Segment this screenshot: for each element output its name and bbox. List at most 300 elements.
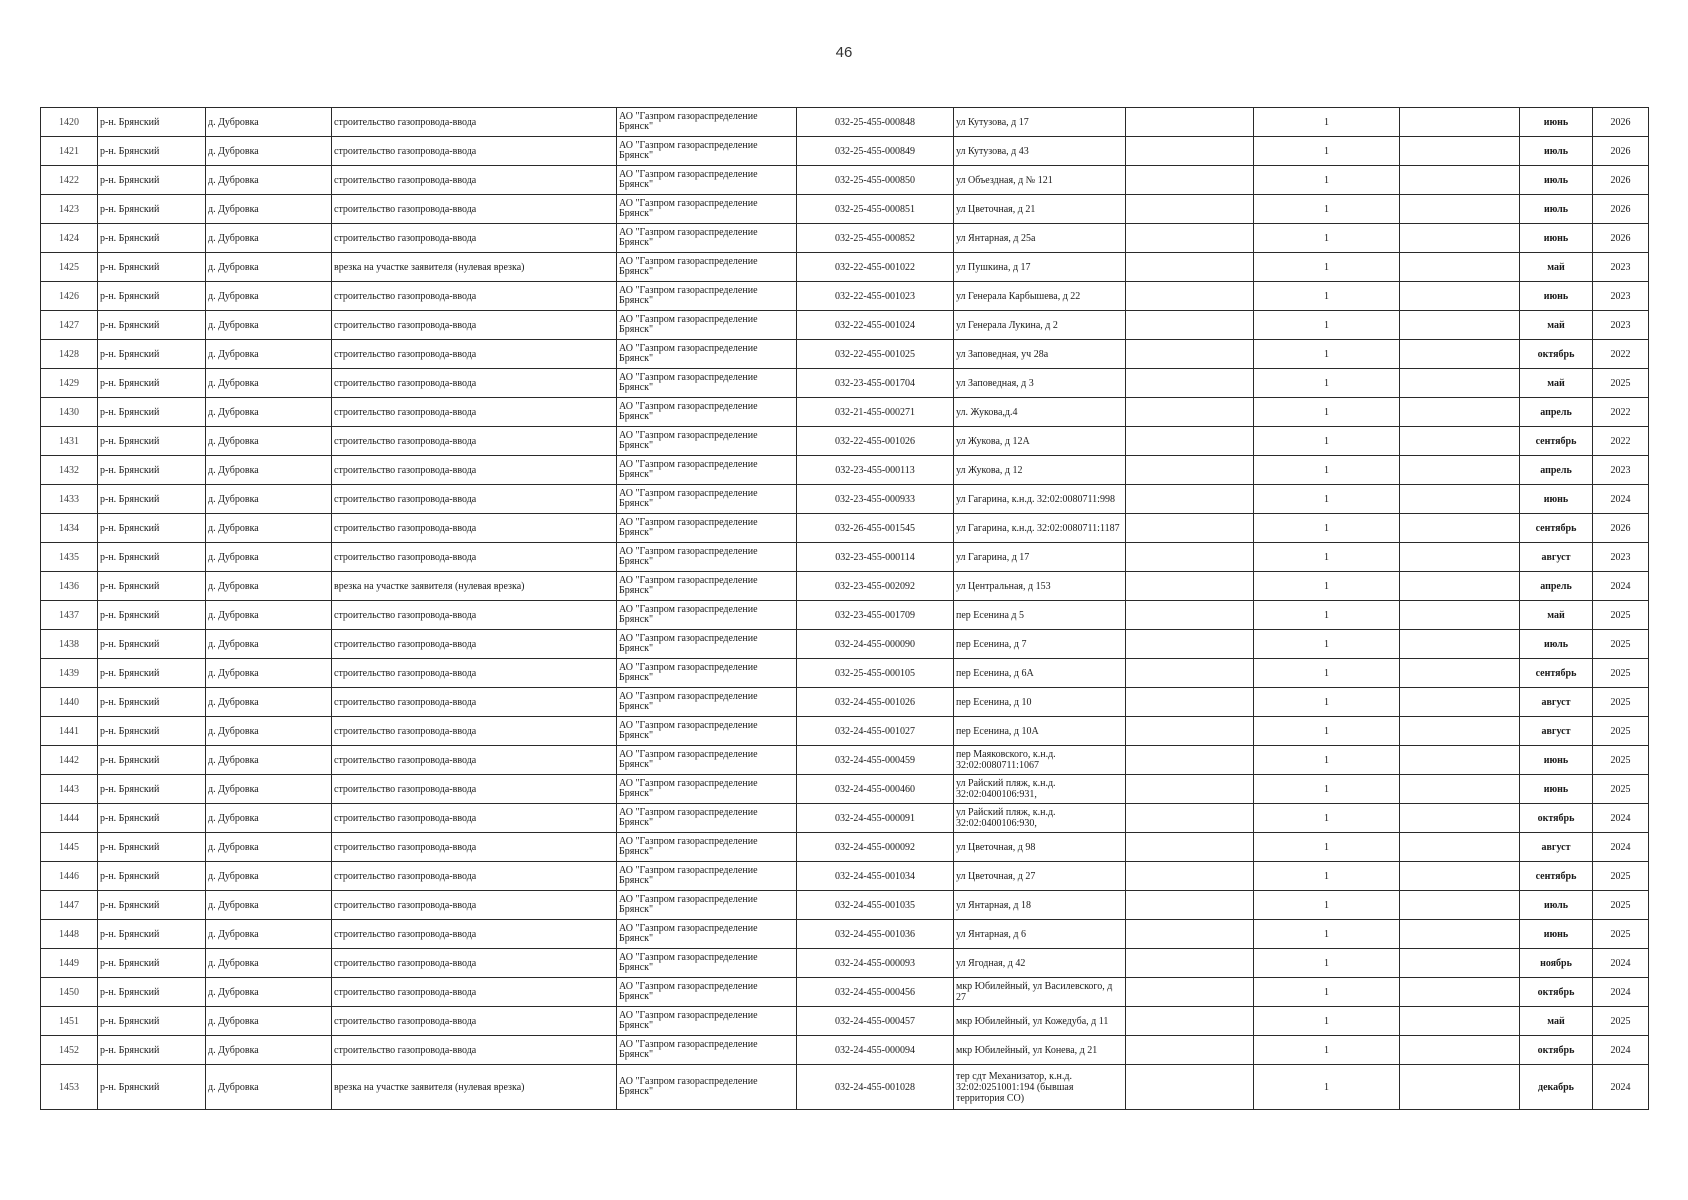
district-cell: р-н. Брянский [98,833,206,862]
application-number-cell: 032-25-455-000848 [797,108,954,137]
organization-cell: АО "Газпром газораспределение Брянск" [617,224,797,253]
table-row [41,746,1649,775]
year-cell: 2026 [1593,195,1649,224]
address-cell: ул Заповедная, уч 28а [954,340,1126,369]
row-number-cell: 1422 [41,166,98,195]
organization-cell: АО "Газпром газораспределение Брянск" [617,746,797,775]
row-number-cell: 1433 [41,485,98,514]
row-number-cell: 1442 [41,746,98,775]
empty-col-b-cell [1400,775,1520,804]
empty-col-a-cell [1126,862,1254,891]
district-cell: р-н. Брянский [98,195,206,224]
work-type-cell: строительство газопровода-ввода [332,775,617,804]
table-row [41,630,1649,659]
row-number-cell: 1443 [41,775,98,804]
organization-cell: АО "Газпром газораспределение Брянск" [617,804,797,833]
locality-cell: д. Дубровка [206,195,332,224]
locality-cell: д. Дубровка [206,427,332,456]
locality-cell: д. Дубровка [206,659,332,688]
empty-col-a-cell [1126,601,1254,630]
address-cell: ул Жукова, д 12А [954,427,1126,456]
organization-cell: АО "Газпром газораспределение Брянск" [617,514,797,543]
work-type-cell: врезка на участке заявителя (нулевая врезка) [332,572,617,601]
address-cell: ул Генерала Карбышева, д 22 [954,282,1126,311]
district-cell: р-н. Брянский [98,891,206,920]
quantity-cell: 1 [1254,1007,1400,1036]
row-number-cell: 1444 [41,804,98,833]
row-number-cell: 1445 [41,833,98,862]
locality-cell: д. Дубровка [206,572,332,601]
locality-cell: д. Дубровка [206,833,332,862]
empty-col-a-cell [1126,630,1254,659]
row-number-cell: 1436 [41,572,98,601]
organization-cell: АО "Газпром газораспределение Брянск" [617,253,797,282]
empty-col-a-cell [1126,369,1254,398]
organization-cell: АО "Газпром газораспределение Брянск" [617,282,797,311]
application-number-cell: 032-23-455-000933 [797,485,954,514]
table-row [41,514,1649,543]
month-cell: апрель [1520,456,1593,485]
empty-col-b-cell [1400,282,1520,311]
locality-cell: д. Дубровка [206,717,332,746]
organization-cell: АО "Газпром газораспределение Брянск" [617,166,797,195]
table-row [41,862,1649,891]
year-cell: 2023 [1593,253,1649,282]
year-cell: 2025 [1593,891,1649,920]
application-number-cell: 032-23-455-001709 [797,601,954,630]
empty-col-b-cell [1400,253,1520,282]
year-cell: 2025 [1593,862,1649,891]
application-number-cell: 032-24-455-000460 [797,775,954,804]
application-number-cell: 032-24-455-001034 [797,862,954,891]
organization-cell: АО "Газпром газораспределение Брянск" [617,630,797,659]
row-number-cell: 1435 [41,543,98,572]
table-row [41,1036,1649,1065]
locality-cell: д. Дубровка [206,369,332,398]
year-cell: 2024 [1593,485,1649,514]
address-cell: ул Объездная, д № 121 [954,166,1126,195]
organization-cell: АО "Газпром газораспределение Брянск" [617,572,797,601]
month-cell: август [1520,688,1593,717]
address-cell: ул Пушкина, д 17 [954,253,1126,282]
year-cell: 2023 [1593,311,1649,340]
table-row [41,949,1649,978]
empty-col-a-cell [1126,920,1254,949]
month-cell: октябрь [1520,804,1593,833]
table-row [41,398,1649,427]
table-row [41,311,1649,340]
work-type-cell: строительство газопровода-ввода [332,804,617,833]
month-cell: июнь [1520,485,1593,514]
table-row [41,485,1649,514]
empty-col-b-cell [1400,746,1520,775]
year-cell: 2023 [1593,456,1649,485]
table-row [41,1007,1649,1036]
empty-col-b-cell [1400,601,1520,630]
month-cell: май [1520,1007,1593,1036]
district-cell: р-н. Брянский [98,137,206,166]
district-cell: р-н. Брянский [98,253,206,282]
empty-col-b-cell [1400,920,1520,949]
district-cell: р-н. Брянский [98,1007,206,1036]
district-cell: р-н. Брянский [98,340,206,369]
empty-col-b-cell [1400,978,1520,1007]
work-type-cell: строительство газопровода-ввода [332,485,617,514]
row-number-cell: 1428 [41,340,98,369]
organization-cell: АО "Газпром газораспределение Брянск" [617,717,797,746]
locality-cell: д. Дубровка [206,949,332,978]
work-type-cell: строительство газопровода-ввода [332,282,617,311]
work-type-cell: строительство газопровода-ввода [332,1007,617,1036]
district-cell: р-н. Брянский [98,746,206,775]
locality-cell: д. Дубровка [206,688,332,717]
empty-col-b-cell [1400,1065,1520,1110]
application-number-cell: 032-22-455-001022 [797,253,954,282]
quantity-cell: 1 [1254,1036,1400,1065]
address-cell: мкр Юбилейный, ул Конева, д 21 [954,1036,1126,1065]
work-type-cell: строительство газопровода-ввода [332,195,617,224]
month-cell: июнь [1520,920,1593,949]
work-type-cell: строительство газопровода-ввода [332,543,617,572]
quantity-cell: 1 [1254,514,1400,543]
quantity-cell: 1 [1254,659,1400,688]
empty-col-a-cell [1126,253,1254,282]
row-number-cell: 1432 [41,456,98,485]
table-row [41,166,1649,195]
organization-cell: АО "Газпром газораспределение Брянск" [617,108,797,137]
row-number-cell: 1434 [41,514,98,543]
address-cell: ул Гагарина, к.н.д. 32:02:0080711:1187 [954,514,1126,543]
address-cell: пер Есенина, д 6А [954,659,1126,688]
quantity-cell: 1 [1254,224,1400,253]
year-cell: 2024 [1593,572,1649,601]
year-cell: 2025 [1593,920,1649,949]
row-number-cell: 1440 [41,688,98,717]
address-cell: пер Есенина, д 10 [954,688,1126,717]
month-cell: сентябрь [1520,427,1593,456]
address-cell: мкр Юбилейный, ул Василевского, д 27 [954,978,1126,1007]
page-number: 46 [835,44,853,61]
year-cell: 2025 [1593,601,1649,630]
month-cell: май [1520,311,1593,340]
organization-cell: АО "Газпром газораспределение Брянск" [617,543,797,572]
organization-cell: АО "Газпром газораспределение Брянск" [617,920,797,949]
month-cell: апрель [1520,572,1593,601]
address-cell: ул Кутузова, д 43 [954,137,1126,166]
empty-col-a-cell [1126,224,1254,253]
organization-cell: АО "Газпром газораспределение Брянск" [617,485,797,514]
empty-col-a-cell [1126,978,1254,1007]
empty-col-a-cell [1126,340,1254,369]
district-cell: р-н. Брянский [98,717,206,746]
month-cell: июнь [1520,282,1593,311]
quantity-cell: 1 [1254,804,1400,833]
locality-cell: д. Дубровка [206,398,332,427]
application-number-cell: 032-24-455-000457 [797,1007,954,1036]
locality-cell: д. Дубровка [206,804,332,833]
locality-cell: д. Дубровка [206,514,332,543]
application-number-cell: 032-23-455-000114 [797,543,954,572]
row-number-cell: 1452 [41,1036,98,1065]
month-cell: июль [1520,166,1593,195]
row-number-cell: 1430 [41,398,98,427]
district-cell: р-н. Брянский [98,543,206,572]
empty-col-a-cell [1126,1065,1254,1110]
empty-col-a-cell [1126,833,1254,862]
empty-col-b-cell [1400,398,1520,427]
address-cell: ул Ягодная, д 42 [954,949,1126,978]
work-type-cell: строительство газопровода-ввода [332,659,617,688]
row-number-cell: 1448 [41,920,98,949]
empty-col-b-cell [1400,340,1520,369]
application-number-cell: 032-23-455-002092 [797,572,954,601]
empty-col-b-cell [1400,659,1520,688]
row-number-cell: 1437 [41,601,98,630]
organization-cell: АО "Газпром газораспределение Брянск" [617,688,797,717]
year-cell: 2024 [1593,1065,1649,1110]
address-cell: мкр Юбилейный, ул Кожедуба, д 11 [954,1007,1126,1036]
quantity-cell: 1 [1254,543,1400,572]
table-row [41,224,1649,253]
application-number-cell: 032-25-455-000851 [797,195,954,224]
empty-col-a-cell [1126,688,1254,717]
table-row [41,978,1649,1007]
locality-cell: д. Дубровка [206,746,332,775]
empty-col-b-cell [1400,949,1520,978]
work-type-cell: строительство газопровода-ввода [332,108,617,137]
table-row [41,282,1649,311]
application-number-cell: 032-24-455-001028 [797,1065,954,1110]
row-number-cell: 1429 [41,369,98,398]
work-type-cell: врезка на участке заявителя (нулевая врезка) [332,253,617,282]
address-cell: пер Есенина д 5 [954,601,1126,630]
table-row [41,137,1649,166]
empty-col-a-cell [1126,1007,1254,1036]
district-cell: р-н. Брянский [98,1036,206,1065]
year-cell: 2025 [1593,688,1649,717]
year-cell: 2025 [1593,369,1649,398]
application-number-cell: 032-25-455-000849 [797,137,954,166]
year-cell: 2025 [1593,659,1649,688]
organization-cell: АО "Газпром газораспределение Брянск" [617,891,797,920]
row-number-cell: 1439 [41,659,98,688]
work-type-cell: строительство газопровода-ввода [332,833,617,862]
quantity-cell: 1 [1254,137,1400,166]
row-number-cell: 1426 [41,282,98,311]
empty-col-b-cell [1400,688,1520,717]
month-cell: сентябрь [1520,659,1593,688]
quantity-cell: 1 [1254,891,1400,920]
quantity-cell: 1 [1254,862,1400,891]
district-cell: р-н. Брянский [98,311,206,340]
address-cell: пер Маяковского, к.н.д. 32:02:0080711:1067 [954,746,1126,775]
address-cell: ул Янтарная, д 6 [954,920,1126,949]
district-cell: р-н. Брянский [98,166,206,195]
empty-col-a-cell [1126,572,1254,601]
quantity-cell: 1 [1254,282,1400,311]
organization-cell: АО "Газпром газораспределение Брянск" [617,978,797,1007]
organization-cell: АО "Газпром газораспределение Брянск" [617,340,797,369]
table-body [41,108,1649,1110]
table-row [41,253,1649,282]
empty-col-a-cell [1126,891,1254,920]
district-cell: р-н. Брянский [98,978,206,1007]
row-number-cell: 1431 [41,427,98,456]
address-cell: пер Есенина, д 10А [954,717,1126,746]
district-cell: р-н. Брянский [98,282,206,311]
quantity-cell: 1 [1254,427,1400,456]
application-number-cell: 032-25-455-000105 [797,659,954,688]
locality-cell: д. Дубровка [206,891,332,920]
application-number-cell: 032-22-455-001024 [797,311,954,340]
empty-col-a-cell [1126,514,1254,543]
locality-cell: д. Дубровка [206,253,332,282]
quantity-cell: 1 [1254,630,1400,659]
month-cell: июнь [1520,108,1593,137]
quantity-cell: 1 [1254,775,1400,804]
application-number-cell: 032-24-455-001027 [797,717,954,746]
application-number-cell: 032-24-455-000456 [797,978,954,1007]
empty-col-a-cell [1126,282,1254,311]
locality-cell: д. Дубровка [206,1065,332,1110]
district-cell: р-н. Брянский [98,572,206,601]
organization-cell: АО "Газпром газораспределение Брянск" [617,775,797,804]
row-number-cell: 1424 [41,224,98,253]
work-type-cell: строительство газопровода-ввода [332,369,617,398]
table-row [41,804,1649,833]
organization-cell: АО "Газпром газораспределение Брянск" [617,862,797,891]
empty-col-b-cell [1400,630,1520,659]
work-type-cell: строительство газопровода-ввода [332,427,617,456]
month-cell: август [1520,543,1593,572]
empty-col-b-cell [1400,572,1520,601]
year-cell: 2024 [1593,949,1649,978]
year-cell: 2025 [1593,775,1649,804]
year-cell: 2026 [1593,224,1649,253]
address-cell: ул Янтарная, д 18 [954,891,1126,920]
quantity-cell: 1 [1254,978,1400,1007]
quantity-cell: 1 [1254,688,1400,717]
table-row [41,601,1649,630]
empty-col-b-cell [1400,804,1520,833]
application-number-cell: 032-24-455-000094 [797,1036,954,1065]
organization-cell: АО "Газпром газораспределение Брянск" [617,369,797,398]
empty-col-a-cell [1126,427,1254,456]
district-cell: р-н. Брянский [98,862,206,891]
year-cell: 2023 [1593,543,1649,572]
table-row [41,543,1649,572]
table-row [41,369,1649,398]
application-number-cell: 032-24-455-000091 [797,804,954,833]
organization-cell: АО "Газпром газораспределение Брянск" [617,427,797,456]
organization-cell: АО "Газпром газораспределение Брянск" [617,1036,797,1065]
month-cell: июль [1520,195,1593,224]
row-number-cell: 1427 [41,311,98,340]
month-cell: июнь [1520,224,1593,253]
year-cell: 2025 [1593,717,1649,746]
organization-cell: АО "Газпром газораспределение Брянск" [617,949,797,978]
address-cell: ул Гагарина, к.н.д. 32:02:0080711:998 [954,485,1126,514]
month-cell: декабрь [1520,1065,1593,1110]
work-type-cell: строительство газопровода-ввода [332,601,617,630]
work-type-cell: строительство газопровода-ввода [332,514,617,543]
work-type-cell: строительство газопровода-ввода [332,717,617,746]
work-type-cell: строительство газопровода-ввода [332,862,617,891]
work-type-cell: строительство газопровода-ввода [332,920,617,949]
empty-col-a-cell [1126,485,1254,514]
work-type-cell: строительство газопровода-ввода [332,166,617,195]
work-type-cell: строительство газопровода-ввода [332,340,617,369]
district-cell: р-н. Брянский [98,1065,206,1110]
application-number-cell: 032-24-455-000093 [797,949,954,978]
table-row [41,775,1649,804]
month-cell: сентябрь [1520,862,1593,891]
application-number-cell: 032-25-455-000850 [797,166,954,195]
month-cell: май [1520,601,1593,630]
locality-cell: д. Дубровка [206,282,332,311]
month-cell: август [1520,717,1593,746]
district-cell: р-н. Брянский [98,456,206,485]
month-cell: апрель [1520,398,1593,427]
empty-col-b-cell [1400,311,1520,340]
address-cell: ул Райский пляж, к.н.д. 32:02:0400106:930, [954,804,1126,833]
quantity-cell: 1 [1254,311,1400,340]
year-cell: 2024 [1593,1036,1649,1065]
table-row [41,717,1649,746]
gas-connection-register-table [40,107,1649,1110]
table-row [41,340,1649,369]
month-cell: ноябрь [1520,949,1593,978]
district-cell: р-н. Брянский [98,485,206,514]
year-cell: 2026 [1593,137,1649,166]
month-cell: май [1520,253,1593,282]
address-cell: ул Цветочная, д 21 [954,195,1126,224]
month-cell: август [1520,833,1593,862]
district-cell: р-н. Брянский [98,630,206,659]
row-number-cell: 1447 [41,891,98,920]
application-number-cell: 032-23-455-001704 [797,369,954,398]
empty-col-a-cell [1126,1036,1254,1065]
locality-cell: д. Дубровка [206,920,332,949]
month-cell: июль [1520,630,1593,659]
row-number-cell: 1425 [41,253,98,282]
year-cell: 2022 [1593,340,1649,369]
quantity-cell: 1 [1254,601,1400,630]
district-cell: р-н. Брянский [98,949,206,978]
row-number-cell: 1420 [41,108,98,137]
table-row [41,659,1649,688]
work-type-cell: строительство газопровода-ввода [332,1036,617,1065]
quantity-cell: 1 [1254,572,1400,601]
address-cell: ул. Жукова,д.4 [954,398,1126,427]
organization-cell: АО "Газпром газораспределение Брянск" [617,601,797,630]
row-number-cell: 1421 [41,137,98,166]
month-cell: сентябрь [1520,514,1593,543]
empty-col-b-cell [1400,456,1520,485]
table-row [41,572,1649,601]
year-cell: 2025 [1593,1007,1649,1036]
year-cell: 2022 [1593,427,1649,456]
quantity-cell: 1 [1254,340,1400,369]
organization-cell: АО "Газпром газораспределение Брянск" [617,137,797,166]
address-cell: ул Кутузова, д 17 [954,108,1126,137]
empty-col-b-cell [1400,369,1520,398]
application-number-cell: 032-23-455-000113 [797,456,954,485]
table-row [41,427,1649,456]
work-type-cell: строительство газопровода-ввода [332,630,617,659]
application-number-cell: 032-21-455-000271 [797,398,954,427]
address-cell: ул Янтарная, д 25а [954,224,1126,253]
